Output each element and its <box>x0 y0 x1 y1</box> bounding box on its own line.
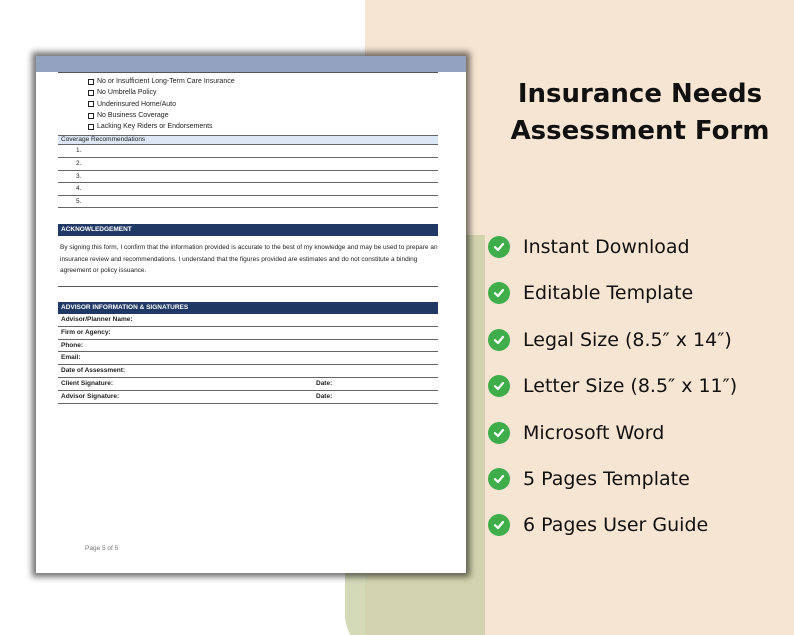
advisor-info-row <box>58 314 438 327</box>
signature-label: Client Signature: <box>61 379 114 387</box>
checklist-item <box>88 76 438 87</box>
checkbox-icon <box>88 124 94 130</box>
feature-label: Letter Size (8.5″ x 11″) <box>523 375 738 397</box>
recommendation-row: 2. <box>58 158 438 171</box>
recommendation-row: 1. <box>58 145 438 158</box>
signature-label: Advisor Signature: <box>61 392 120 400</box>
advisor-info-label: Phone: <box>61 341 84 349</box>
checklist-item <box>88 87 438 98</box>
checklist-item-label: No Umbrella Policy <box>97 89 157 97</box>
checkbox-icon <box>88 113 94 119</box>
feature-item <box>488 232 690 262</box>
check-circle-icon <box>488 468 510 490</box>
check-circle-icon <box>488 375 510 397</box>
feature-label: 6 Pages User Guide <box>523 514 709 536</box>
product-title-line: Insurance Needs <box>517 79 763 109</box>
advisor-info-heading: ADVISOR INFORMATION & SIGNATURES <box>58 302 438 314</box>
check-circle-icon <box>488 329 510 351</box>
checklist-item <box>88 121 438 132</box>
check-circle-icon <box>488 422 510 444</box>
acknowledgement-text: By signing this form, I confirm that the information provided is accurate to the best of my knowledge and may be used to prepare an insurance review and recommendations. I understand that the figures provided are estimates and do not constitute a binding agreement or policy issuance. <box>60 244 438 275</box>
feature-label: Legal Size (8.5″ x 14″) <box>523 329 732 351</box>
feature-label: 5 Pages Template <box>523 468 690 490</box>
feature-item <box>488 278 693 308</box>
checklist-item-label: No or Insufficient Long-Term Care Insurance <box>97 78 235 86</box>
feature-item <box>488 464 690 494</box>
checklist-item-label: Underinsured Home/Auto <box>97 100 176 108</box>
signature-row <box>58 391 438 404</box>
checkbox-icon <box>88 90 94 96</box>
feature-label: Editable Template <box>523 282 694 304</box>
recommendation-row: 4. <box>58 183 438 196</box>
advisor-info-row <box>58 340 438 353</box>
checkbox-icon <box>88 79 94 85</box>
document-header-bar <box>36 56 466 72</box>
checklist-item-label: No Business Coverage <box>97 112 169 120</box>
risk-checklist <box>58 73 438 132</box>
document-body <box>58 72 438 404</box>
feature-item <box>488 325 732 355</box>
feature-item <box>488 371 737 401</box>
checklist-item-label: Lacking Key Riders or Endorsements <box>97 123 213 131</box>
advisor-info-label: Advisor/Planner Name: <box>61 315 133 323</box>
check-circle-icon <box>488 282 510 304</box>
advisor-info-label: Date of Assessment: <box>61 367 126 375</box>
document-preview <box>36 56 466 573</box>
product-title-line: Assessment Form <box>510 116 770 146</box>
feature-item <box>488 418 664 448</box>
acknowledgement-heading: ACKNOWLEDGEMENT <box>58 224 438 236</box>
signature-row <box>58 378 438 391</box>
feature-label: Instant Download <box>523 236 690 258</box>
date-label: Date: <box>316 379 333 387</box>
advisor-info-label: Email: <box>61 354 81 362</box>
advisor-info-row <box>58 327 438 340</box>
feature-label: Microsoft Word <box>523 422 665 444</box>
check-circle-icon <box>488 236 510 258</box>
date-label: Date: <box>316 392 333 400</box>
product-title <box>500 76 780 150</box>
recommendation-row: 3. <box>58 171 438 184</box>
advisor-info-row <box>58 352 438 365</box>
coverage-recommendations-heading: Coverage Recommendations <box>58 135 438 145</box>
checklist-item <box>88 99 438 110</box>
advisor-info-row <box>58 365 438 378</box>
recommendation-row: 5. <box>58 196 438 209</box>
page-number: Page 5 of 5 <box>85 545 119 552</box>
feature-item <box>488 510 708 540</box>
checklist-item <box>88 110 438 121</box>
checkbox-icon <box>88 101 94 107</box>
check-circle-icon <box>488 514 510 536</box>
advisor-info-label: Firm or Agency: <box>61 328 111 336</box>
